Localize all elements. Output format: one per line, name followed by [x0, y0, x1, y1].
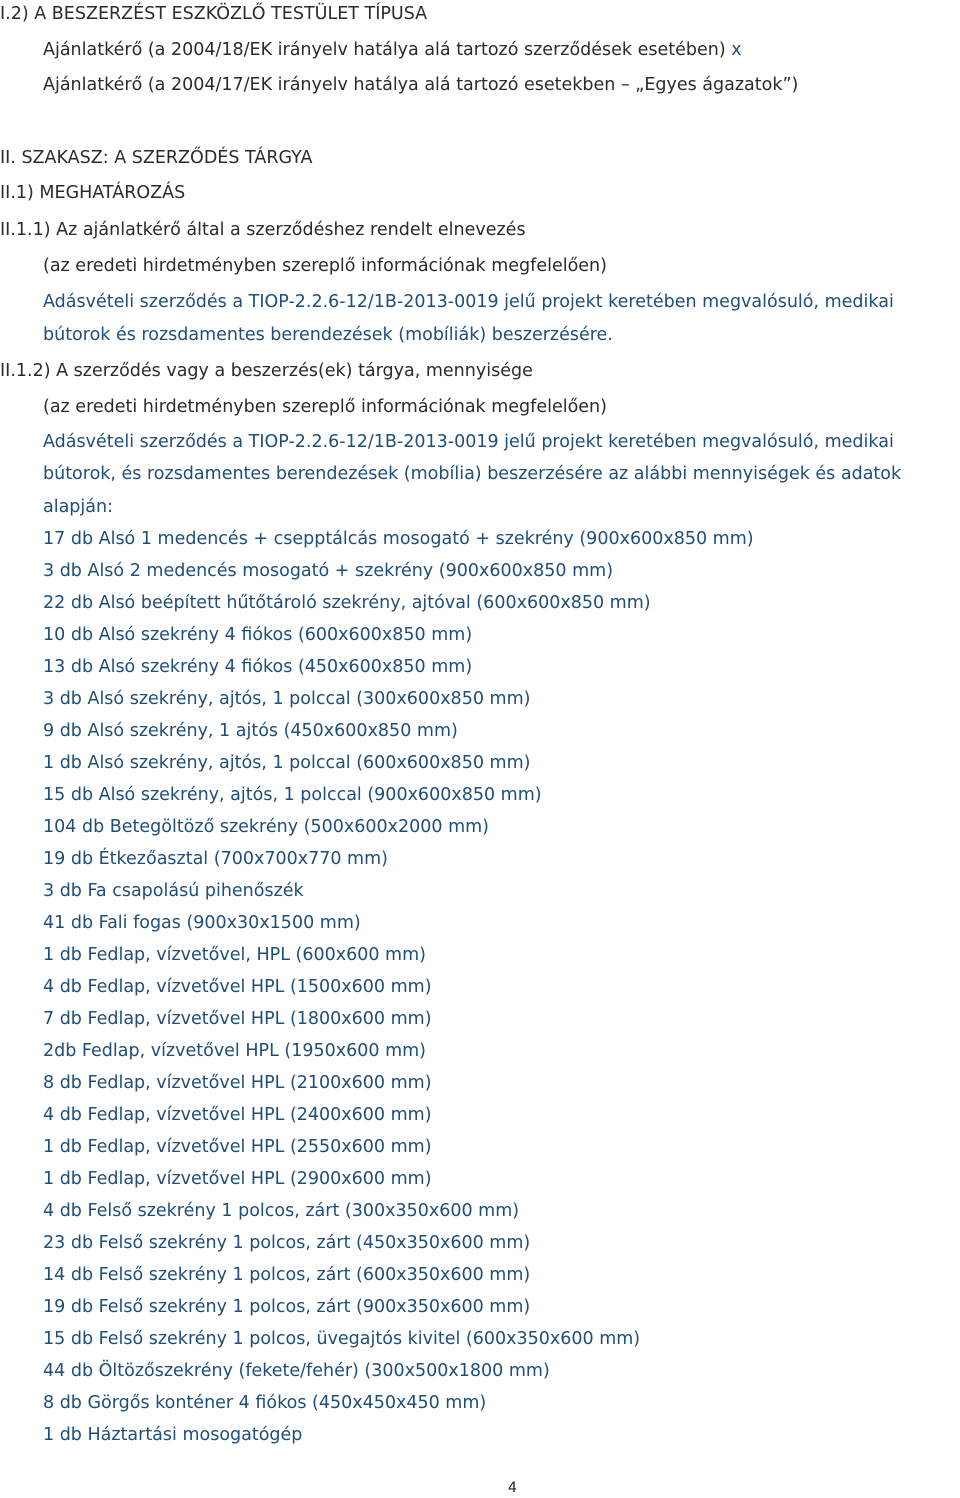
- item-ii12-text-line-2: bútorok, és rozsdamentes berendezések (mobília) beszerzésére az alábbi mennyiségek és adatok: [43, 464, 902, 484]
- list-item: 41 db Fali fogas (900x30x1500 mm): [43, 913, 361, 933]
- item-ii11-text-line-2: bútorok és rozsdamentes berendezések (mobíliák) beszerzésére.: [43, 325, 613, 345]
- authority-type-line-1: [43, 38, 742, 62]
- section-heading-ii: II. SZAKASZ: A SZERZŐDÉS TÁRGYA: [0, 148, 313, 168]
- list-item: 1 db Fedlap, vízvetővel HPL (2900x600 mm): [43, 1169, 432, 1189]
- list-item: 1 db Fedlap, vízvetővel HPL (2550x600 mm): [43, 1137, 432, 1157]
- list-item: 1 db Fedlap, vízvetővel, HPL (600x600 mm): [43, 945, 426, 965]
- list-item: 8 db Fedlap, vízvetővel HPL (2100x600 mm): [43, 1073, 432, 1093]
- item-ii12-title: II.1.2) A szerződés vagy a beszerzés(ek) tárgya, mennyisége: [0, 361, 533, 381]
- list-item: 7 db Fedlap, vízvetővel HPL (1800x600 mm): [43, 1009, 432, 1029]
- list-item: 15 db Alsó szekrény, ajtós, 1 polccal (900x600x850 mm): [43, 785, 542, 805]
- list-item: 19 db Étkezőasztal (700x700x770 mm): [43, 849, 388, 869]
- list-item: 1 db Alsó szekrény, ajtós, 1 polccal (600x600x850 mm): [43, 753, 531, 773]
- list-item: 4 db Fedlap, vízvetővel HPL (2400x600 mm): [43, 1105, 432, 1125]
- list-item: 9 db Alsó szekrény, 1 ajtós (450x600x850 mm): [43, 721, 458, 741]
- list-item: 44 db Öltözőszekrény (fekete/fehér) (300x500x1800 mm): [43, 1361, 550, 1381]
- authority-type-text-1: Ajánlatkérő (a 2004/18/EK irányelv hatálya alá tartozó szerződések esetében): [43, 40, 726, 60]
- list-item: 4 db Fedlap, vízvetővel HPL (1500x600 mm): [43, 977, 432, 997]
- authority-type-mark: x: [731, 40, 742, 60]
- list-item: 104 db Betegöltöző szekrény (500x600x2000 mm): [43, 817, 490, 837]
- quantity-list: [43, 527, 754, 1455]
- item-ii11-note: (az eredeti hirdetményben szereplő információnak megfelelően): [43, 256, 607, 276]
- list-item: 4 db Felső szekrény 1 polcos, zárt (300x350x600 mm): [43, 1201, 520, 1221]
- list-item: 3 db Alsó 2 medencés mosogató + szekrény (900x600x850 mm): [43, 561, 614, 581]
- list-item: 23 db Felső szekrény 1 polcos, zárt (450x350x600 mm): [43, 1233, 531, 1253]
- item-ii11-title: II.1.1) Az ajánlatkérő által a szerződéshez rendelt elnevezés: [0, 220, 526, 240]
- item-ii12-text-line-1: Adásvételi szerződés a TIOP-2.2.6-12/1B-2013-0019 jelű projekt keretében megvalósuló, medikai: [43, 432, 894, 452]
- page-number: 4: [508, 1480, 517, 1496]
- item-ii11-text-line-1: Adásvételi szerződés a TIOP-2.2.6-12/1B-2013-0019 jelű projekt keretében megvalósuló, medikai: [43, 292, 894, 312]
- section-heading-i2: I.2) A BESZERZÉST ESZKÖZLŐ TESTÜLET TÍPUSA: [0, 4, 428, 24]
- list-item: 17 db Alsó 1 medencés + csepptálcás mosogató + szekrény (900x600x850 mm): [43, 529, 754, 549]
- sub-heading-ii1: II.1) MEGHATÁROZÁS: [0, 183, 186, 203]
- list-item: 8 db Görgős konténer 4 fiókos (450x450x450 mm): [43, 1393, 487, 1413]
- list-item: 13 db Alsó szekrény 4 fiókos (450x600x850 mm): [43, 657, 473, 677]
- list-item: 1 db Háztartási mosogatógép: [43, 1425, 303, 1445]
- list-item: 10 db Alsó szekrény 4 fiókos (600x600x850 mm): [43, 625, 473, 645]
- list-item: 15 db Felső szekrény 1 polcos, üvegajtós kivitel (600x350x600 mm): [43, 1329, 641, 1349]
- list-item: 2db Fedlap, vízvetővel HPL (1950x600 mm): [43, 1041, 426, 1061]
- item-ii12-text-line-3: alapján:: [43, 497, 113, 517]
- list-item: 3 db Fa csapolású pihenőszék: [43, 881, 304, 901]
- item-ii12-note: (az eredeti hirdetményben szereplő információnak megfelelően): [43, 397, 607, 417]
- list-item: 14 db Felső szekrény 1 polcos, zárt (600x350x600 mm): [43, 1265, 531, 1285]
- list-item: 22 db Alsó beépített hűtőtároló szekrény, ajtóval (600x600x850 mm): [43, 593, 651, 613]
- list-item: 19 db Felső szekrény 1 polcos, zárt (900x350x600 mm): [43, 1297, 531, 1317]
- authority-type-line-2: Ajánlatkérő (a 2004/17/EK irányelv hatálya alá tartozó esetekben – „Egyes ágazatok”): [43, 75, 799, 95]
- list-item: 3 db Alsó szekrény, ajtós, 1 polccal (300x600x850 mm): [43, 689, 531, 709]
